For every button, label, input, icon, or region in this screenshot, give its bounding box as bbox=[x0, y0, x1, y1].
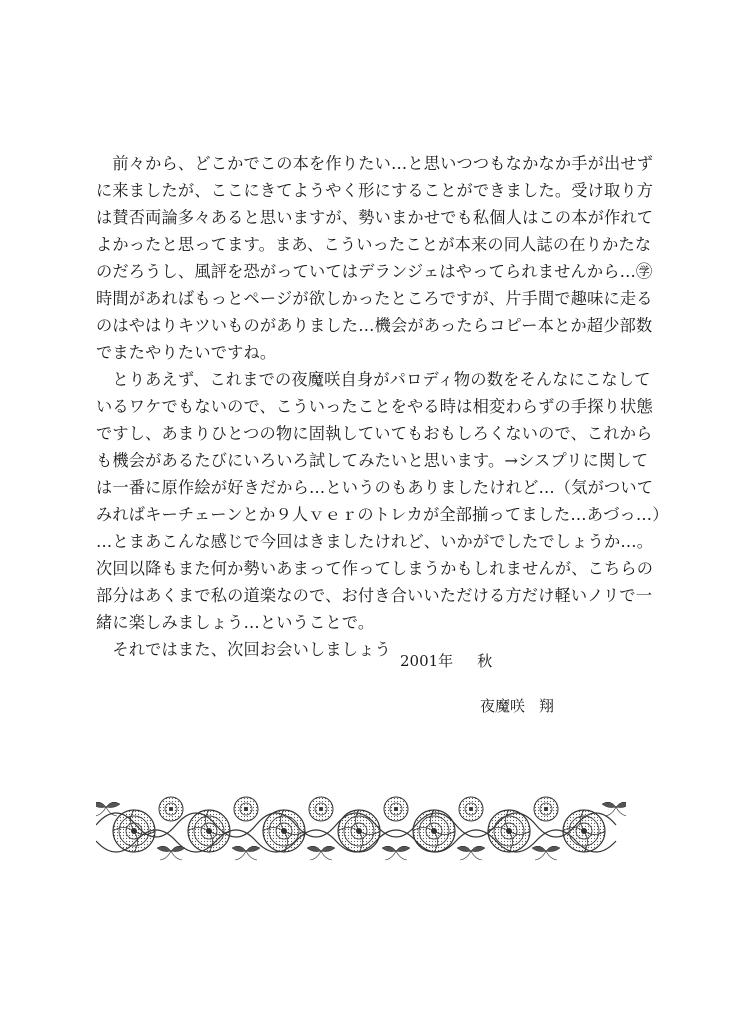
text-line: とりあえず、これまでの夜魔咲自身がパロディ物の数をそんなにこなして bbox=[96, 370, 651, 389]
text-line: のはやはりキツいものがありました…機会があったらコピー本とか超少部数 bbox=[96, 316, 653, 335]
text-line: 部分はあくまで私の道楽なので、お付き合いいただける方だけ軽いノリで一 bbox=[96, 586, 653, 605]
signature-author bbox=[480, 695, 554, 716]
text-line: いるワケでもないので、こういったことをやる時は相変わらずの手探り状態 bbox=[96, 397, 653, 416]
text-line: 次回以降もまた何か勢いあまって作ってしまうかもしれませんが、こちらの bbox=[96, 559, 654, 578]
afterword-text bbox=[96, 150, 669, 663]
text-line: のだろうし、風評を恐がっていてはデランジェはやってられませんから…㊫ bbox=[96, 262, 653, 281]
text-line: は賛否両論多々あると思いますが、勢いまかせでも私個人はこの本が作れて bbox=[96, 208, 654, 227]
text-line: 緒に楽しみましょう…ということで。 bbox=[96, 613, 375, 632]
text-line: 時間があればもっとページが欲しかったところですが、片手間で趣味に走る bbox=[96, 289, 653, 308]
signature-date bbox=[400, 650, 492, 671]
text-line: も機会があるたびにいろいろ試してみたいと思います。→シスプリに関して bbox=[96, 451, 649, 470]
text-line: ですし、あまりひとつの物に固執していてもおもしろくないので、これから bbox=[96, 424, 653, 443]
floral-border-ornament bbox=[96, 795, 626, 867]
text-line: 前々から、どこかでこの本を作りたい…と思いつつもなかなか手が出せず bbox=[96, 154, 654, 173]
text-line: に来ましたが、ここにきてようやく形にすることができました。受け取り方 bbox=[96, 181, 654, 200]
text-line: それではまた、次回お会いしましょう bbox=[96, 640, 391, 659]
text-line: でまたやりたいですね。 bbox=[96, 343, 277, 362]
author-family-name: 夜魔咲 bbox=[480, 697, 526, 715]
signature-season: 秋 bbox=[477, 652, 493, 670]
text-line: よかったと思ってます。まあ、こういったことが本来の同人誌の在りかたな bbox=[96, 235, 652, 254]
text-line: みればキーチェーンとか９人ｖｅｒのトレカが全部揃ってました…あづっ…） bbox=[96, 505, 669, 524]
author-given-name: 翔 bbox=[539, 697, 555, 715]
text-line: は一番に原作絵が好きだから…というのもありましたけれど…（気がついて bbox=[96, 478, 654, 497]
signature-year: 2001年 bbox=[400, 652, 454, 670]
text-line: …とまあこんな感じで今回はきましたけれど、いかがでしたでしょうか…。 bbox=[96, 532, 654, 551]
